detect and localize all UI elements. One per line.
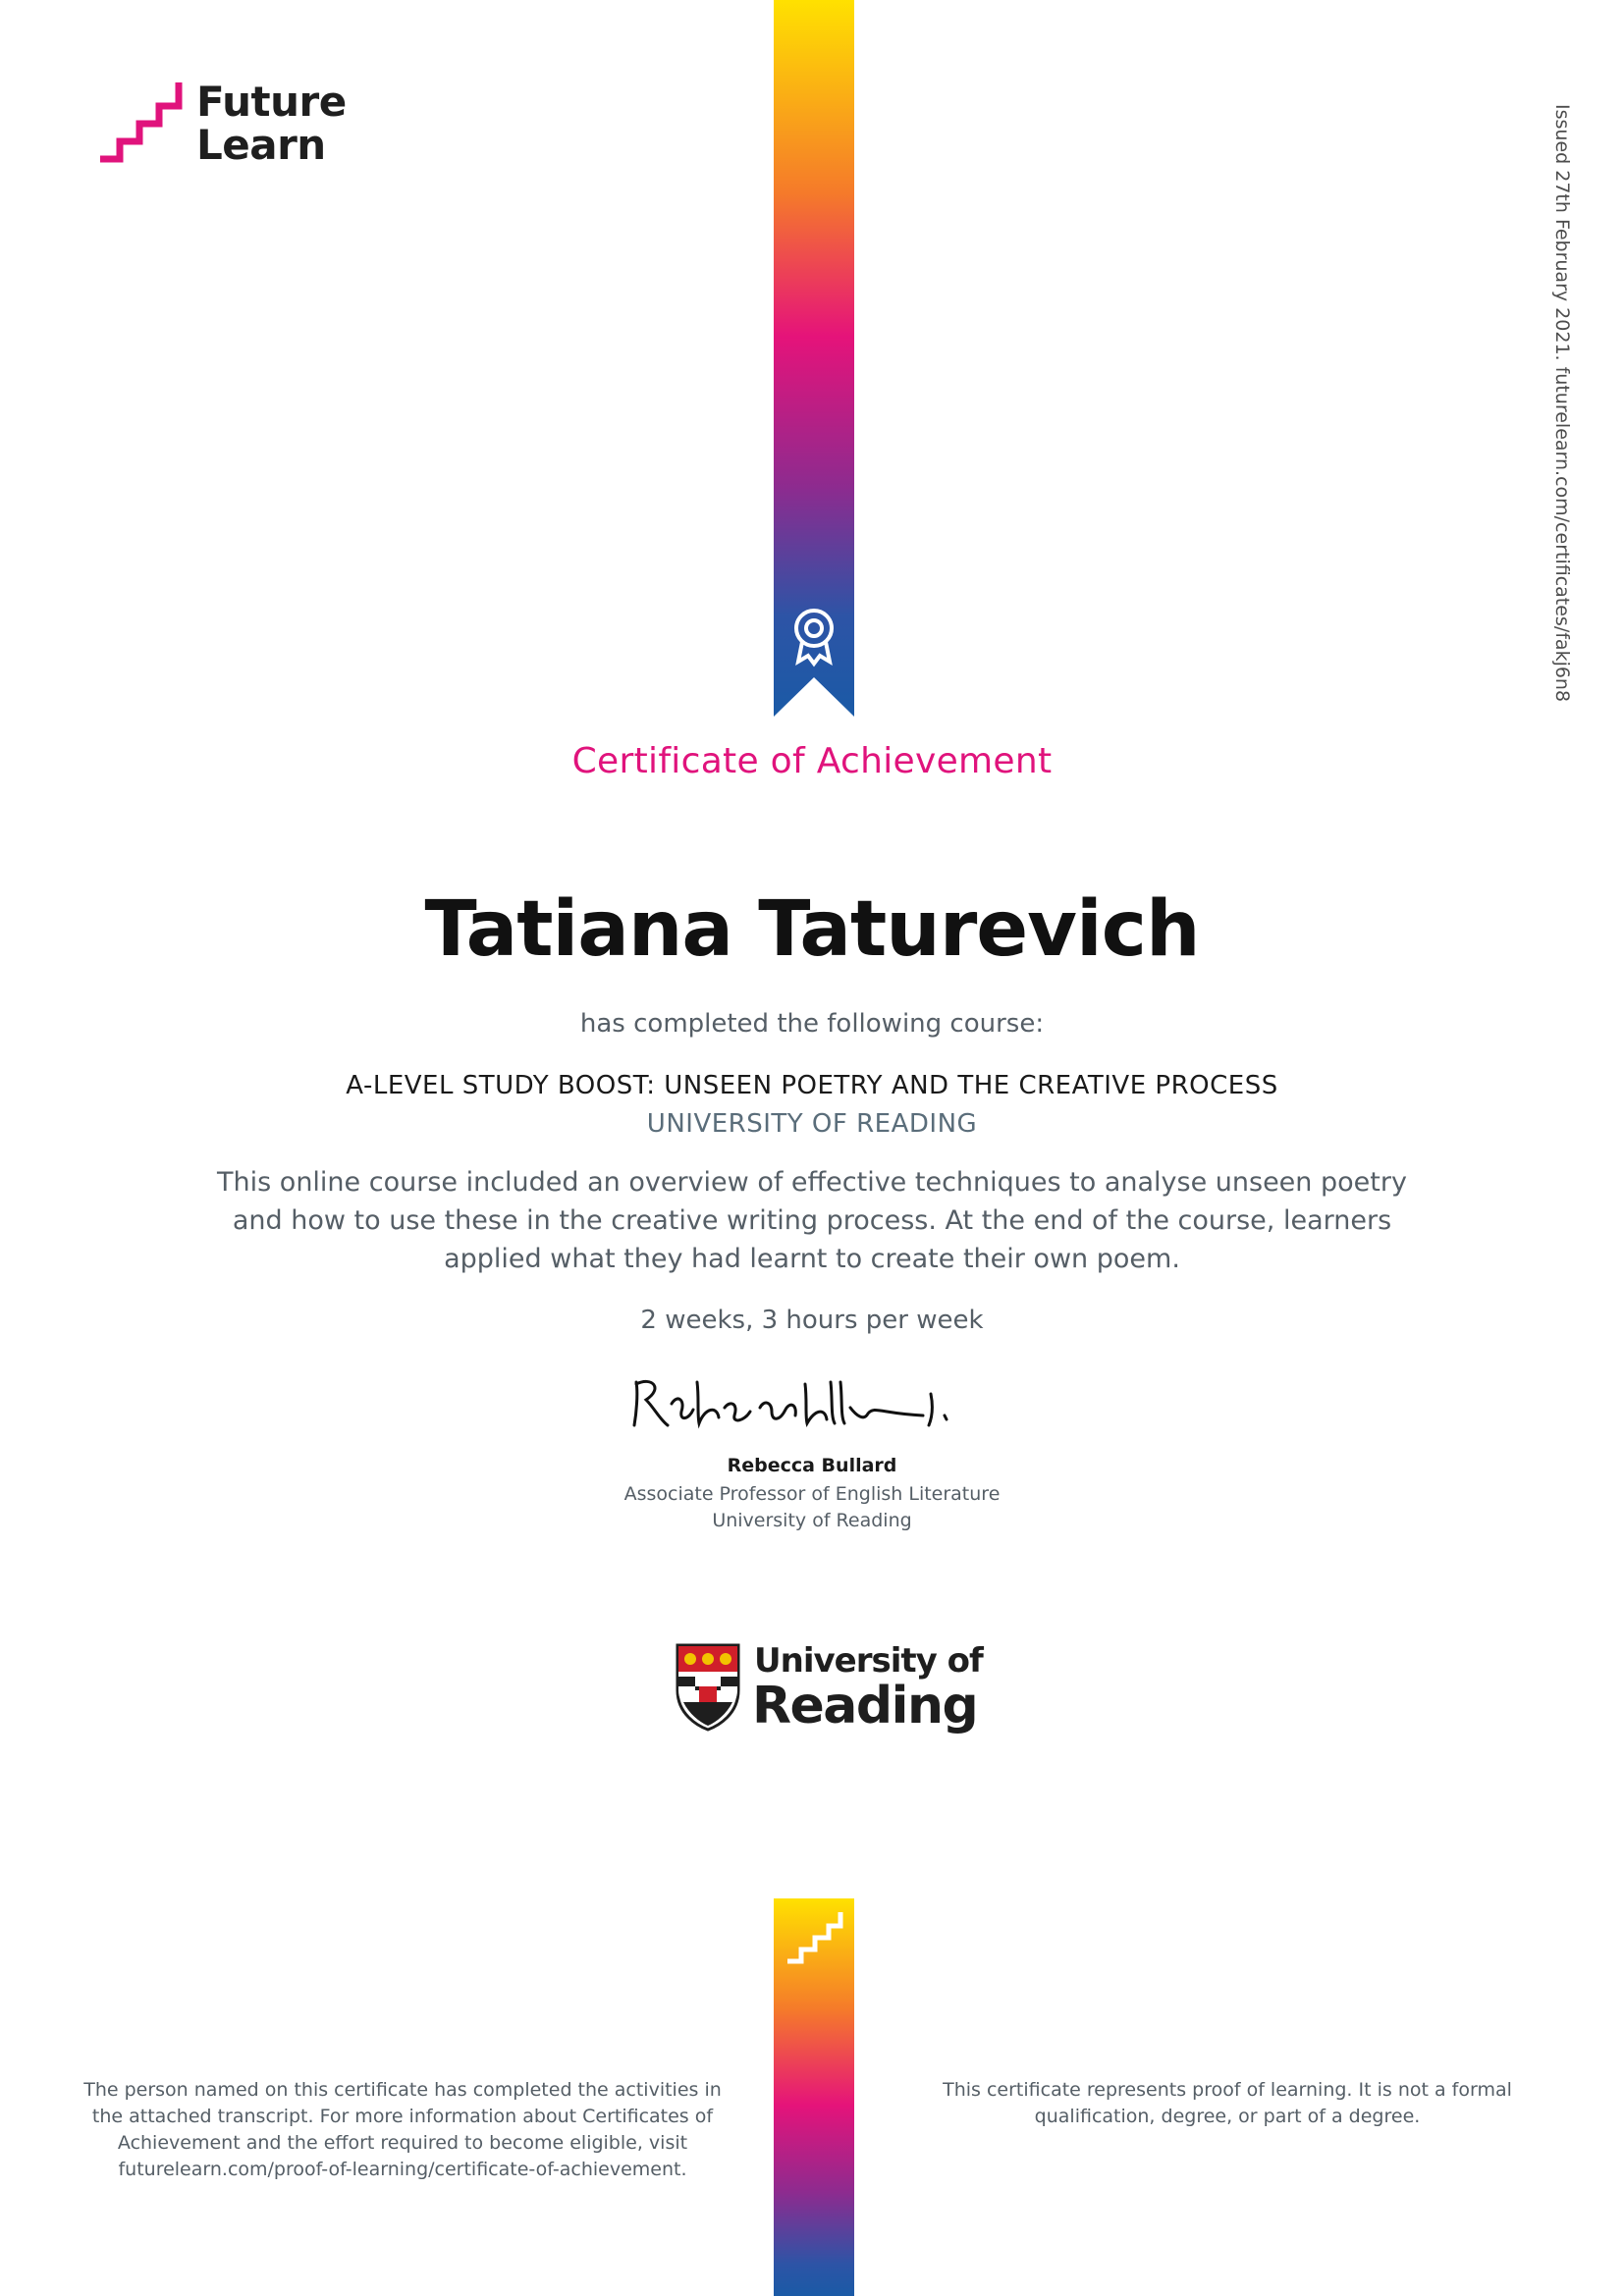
- ribbon-top: [774, 0, 854, 717]
- course-description: This online course included an overview of effective techniques to analyse unseen poetry and how to use these in the creative writing process. At the end of the course, learners applied what they had learnt to create their own poem.: [217, 1167, 1407, 1274]
- signatory-role: Associate Professor of English Literature: [623, 1483, 1001, 1505]
- footer-right-note: This certificate represents proof of learning. It is not a formal qualification, degree, or part of a degree.: [943, 2079, 1512, 2127]
- issued-date-and-url: Issued 27th February 2021. futurelearn.com/certificates/fakj6n8: [1551, 104, 1573, 703]
- university-crest-icon: [676, 1643, 740, 1732]
- certificate-title: Certificate of Achievement: [571, 741, 1053, 781]
- steps-logo-icon: [98, 80, 187, 169]
- signatory-name: Rebecca Bullard: [727, 1455, 897, 1476]
- course-duration: 2 weeks, 3 hours per week: [640, 1306, 984, 1335]
- logo-word-learn: Learn: [196, 121, 326, 169]
- handwritten-signature: [628, 1364, 1001, 1443]
- logo-word-future: Future: [196, 78, 347, 126]
- university-logo-line1: University of: [754, 1641, 983, 1681]
- futurelearn-logo: [98, 80, 353, 169]
- footer-left-note: The person named on this certificate has completed the activities in the attached transcript. For more information about Certificates of Achievement and the effort required to become eligible, visit futurelearn.com/proof-of-learning/certificate-of-achievement.: [83, 2079, 722, 2180]
- course-provider: UNIVERSITY OF READING: [646, 1109, 978, 1139]
- steps-icon: [774, 1898, 854, 1977]
- ribbon-bottom: [774, 1898, 854, 2296]
- course-title: A-LEVEL STUDY BOOST: UNSEEN POETRY AND THE CREATIVE PROCESS: [346, 1071, 1278, 1100]
- university-of-reading-logo: [676, 1641, 983, 1739]
- university-logo-line2: Reading: [752, 1677, 978, 1735]
- signatory-organisation: University of Reading: [712, 1510, 912, 1531]
- learner-name: Tatiana Taturevich: [424, 885, 1200, 974]
- completed-text: has completed the following course:: [579, 1009, 1045, 1039]
